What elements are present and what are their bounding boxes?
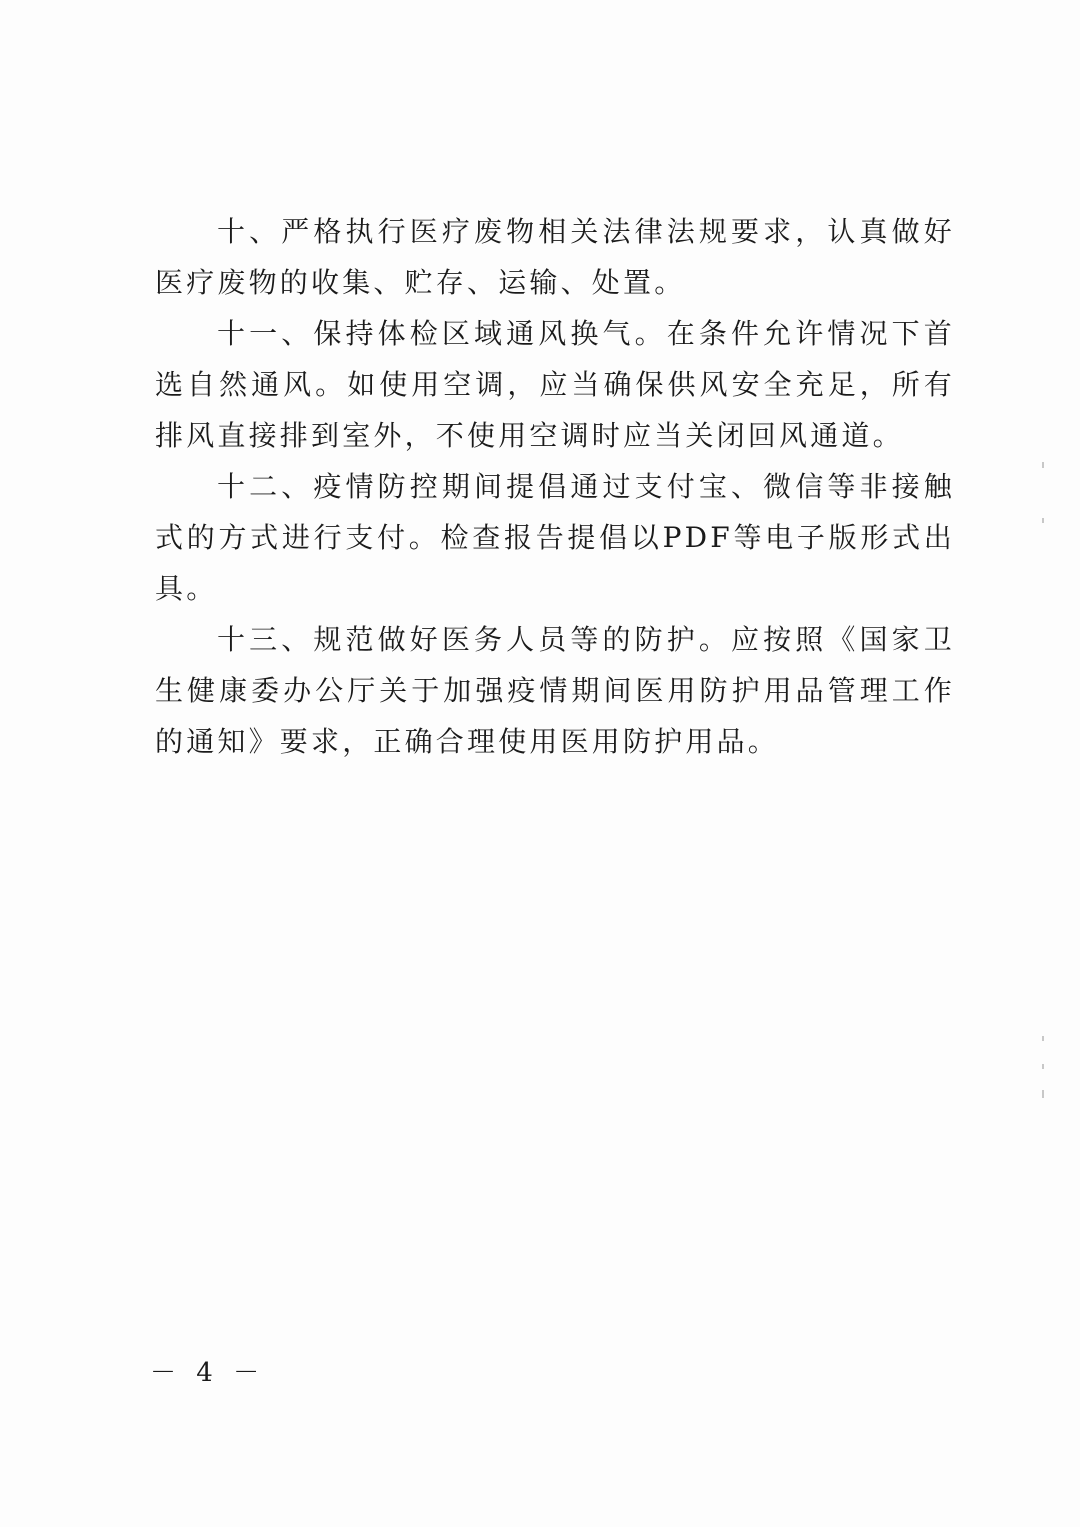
page-number: － 4 － [150, 1358, 266, 1388]
paragraph-payment: 十二、疫情防控期间提倡通过支付宝、微信等非接触式的方式进行支付。检查报告提倡以PDF等电子版形式出具。 [155, 470, 955, 605]
document-body [155, 206, 955, 767]
scan-speck [1042, 462, 1044, 468]
paragraph-staff-protection: 十三、规范做好医务人员等的防护。应按照《国家卫生健康委办公厅关于加强疫情期间医用防护用品管理工作的通知》要求，正确合理使用医用防护用品。 [155, 623, 955, 758]
scan-speck [1042, 518, 1044, 523]
paragraph-medical-waste: 十、严格执行医疗废物相关法律法规要求，认真做好医疗废物的收集、贮存、运输、处置。 [155, 215, 955, 299]
scan-speck [1042, 1064, 1044, 1069]
scan-speck [1042, 1036, 1044, 1041]
paragraph-ventilation: 十一、保持体检区域通风换气。在条件允许情况下首选自然通风。如使用空调，应当确保供风安全充足，所有排风直接排到室外，不使用空调时应当关闭回风通道。 [155, 317, 955, 452]
scan-speck [1042, 1090, 1044, 1098]
